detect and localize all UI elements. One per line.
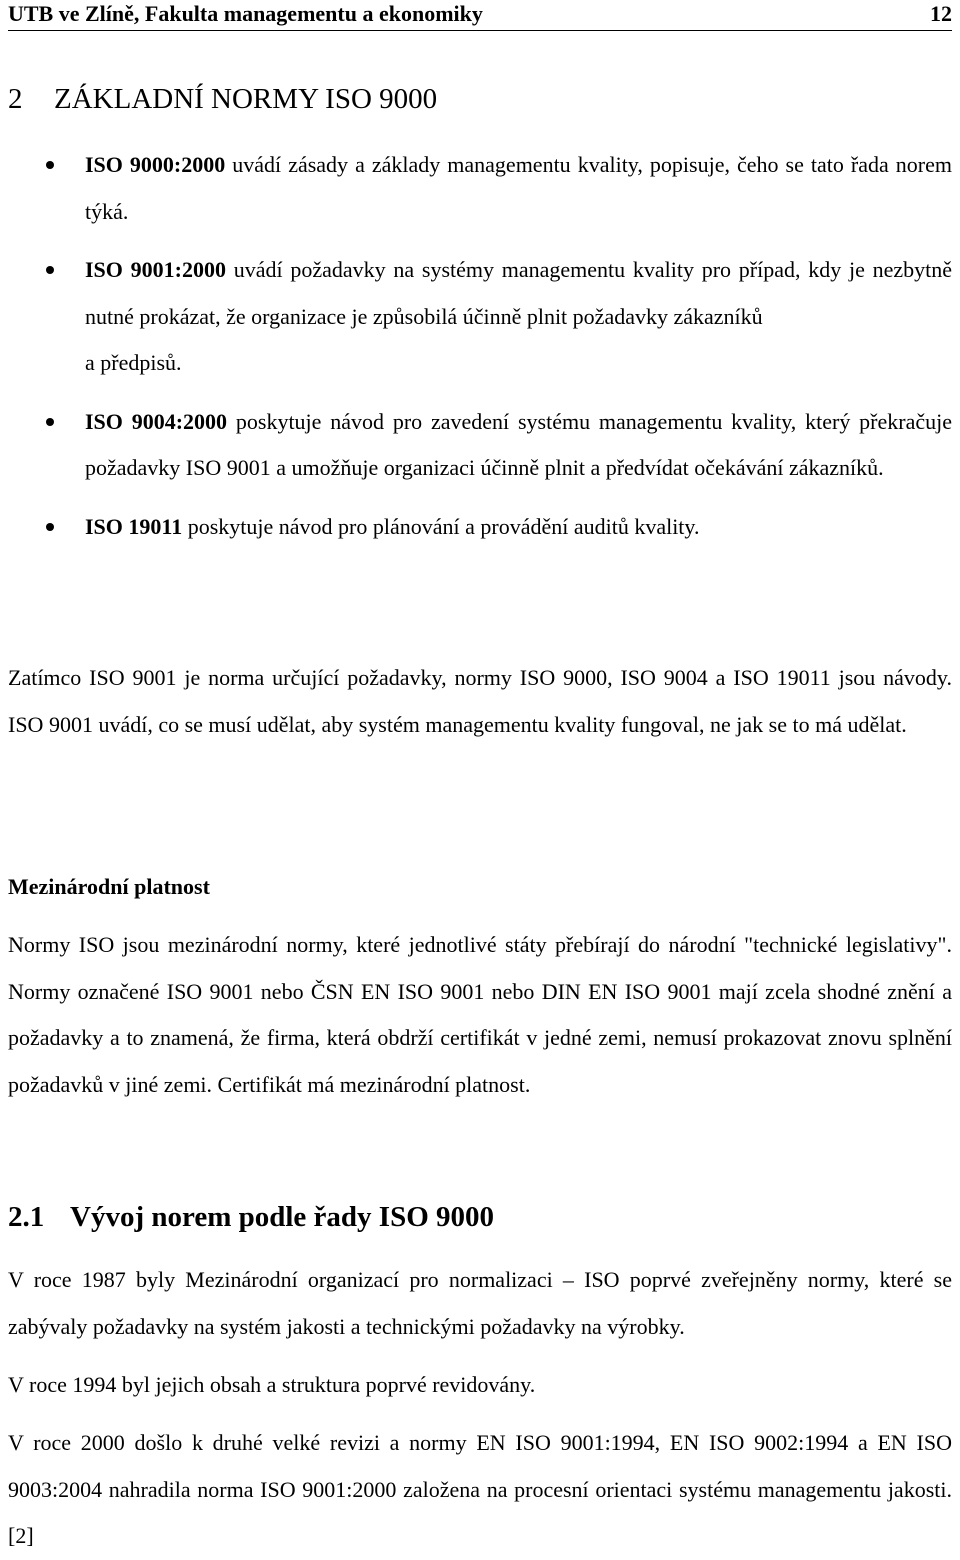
paragraph-1987: V roce 1987 byly Mezinárodní organizací pro normalizaci – ISO poprvé zveřejněny normy, které se zabývaly požadavky na systém jakosti a technickými požadavky na výrobky. bbox=[8, 1267, 952, 1339]
bullet-lead: ISO 9001:2000 bbox=[85, 257, 226, 282]
bullet-text: uvádí zásady a základy managementu kvality, popisuje, čeho se tato řada norem týká. bbox=[85, 152, 952, 224]
bullet-lead: ISO 19011 bbox=[85, 513, 183, 539]
section-title: ZÁKLADNÍ NORMY ISO 9000 bbox=[54, 83, 438, 115]
bullet-text-continuation: a předpisů. bbox=[85, 350, 182, 375]
bullet-icon bbox=[46, 418, 54, 426]
paragraph-international-validity: Normy ISO jsou mezinárodní normy, které jednotlivé státy přebírají do národní "technické legislativy". Normy označené ISO 9001 nebo ČSN EN ISO 9001 nebo DIN EN ISO 9001 mají zcela shodné znění a požadavky a to znamená, že firma, která obdrží certifikát v jedné zemi, nemusí prokazovat znovu splnění požadavků v jiné zemi. Certifikát má mezinárodní platnost. bbox=[8, 932, 952, 1097]
list-item bbox=[8, 504, 952, 551]
list-item bbox=[8, 247, 952, 387]
list-item bbox=[8, 142, 952, 235]
section-heading bbox=[8, 81, 437, 117]
bullet-icon bbox=[46, 523, 54, 531]
header-title: UTB ve Zlíně, Fakulta managementu a ekonomiky bbox=[8, 1, 483, 26]
bullet-icon bbox=[46, 266, 54, 274]
section-number: 2 bbox=[8, 83, 23, 115]
subsection-heading bbox=[8, 1198, 494, 1236]
bullet-text: poskytuje návod pro zavedení systému managementu kvality, který překračuje požadavky ISO 9001 a umožňuje organizaci účinně plnit a předvídat očekávání zákazníků. bbox=[85, 408, 952, 480]
bullet-icon bbox=[46, 161, 54, 169]
list-item bbox=[8, 399, 952, 492]
paragraph-2000: V roce 2000 došlo k druhé velké revizi a normy EN ISO 9001:1994, EN ISO 9002:1994 a EN ISO 9003:2004 nahradila norma ISO 9001:2000 založena na procesní orientaci systému managementu jakosti. [2] bbox=[8, 1430, 952, 1548]
bullet-lead: ISO 9000:2000 bbox=[85, 152, 226, 177]
bullet-text: uvádí požadavky na systémy managementu kvality pro případ, kdy je nezbytně nutné prokázat, že organizace je způsobilá účinně plnit požadavky zákazníků bbox=[85, 257, 952, 329]
norms-bullet-list bbox=[8, 142, 952, 562]
subheading-international-validity: Mezinárodní platnost bbox=[8, 874, 210, 899]
bullet-text: poskytuje návod pro plánování a provádění auditů kvality. bbox=[182, 513, 700, 539]
subsection-title: Vývoj norem podle řady ISO 9000 bbox=[70, 1201, 495, 1233]
paragraph-norms-comparison: Zatímco ISO 9001 je norma určující požadavky, normy ISO 9000, ISO 9004 a ISO 19011 jsou návody. ISO 9001 uvádí, co se musí udělat, aby systém managementu kvality fungoval, ne jak se to má udělat. bbox=[8, 665, 952, 737]
bullet-lead: ISO 9004:2000 bbox=[85, 408, 228, 434]
page-header bbox=[8, 0, 952, 31]
subsection-number: 2.1 bbox=[8, 1201, 45, 1233]
page-number: 12 bbox=[930, 1, 952, 26]
paragraph-1994: V roce 1994 byl jejich obsah a struktura poprvé revidovány. bbox=[8, 1372, 536, 1397]
